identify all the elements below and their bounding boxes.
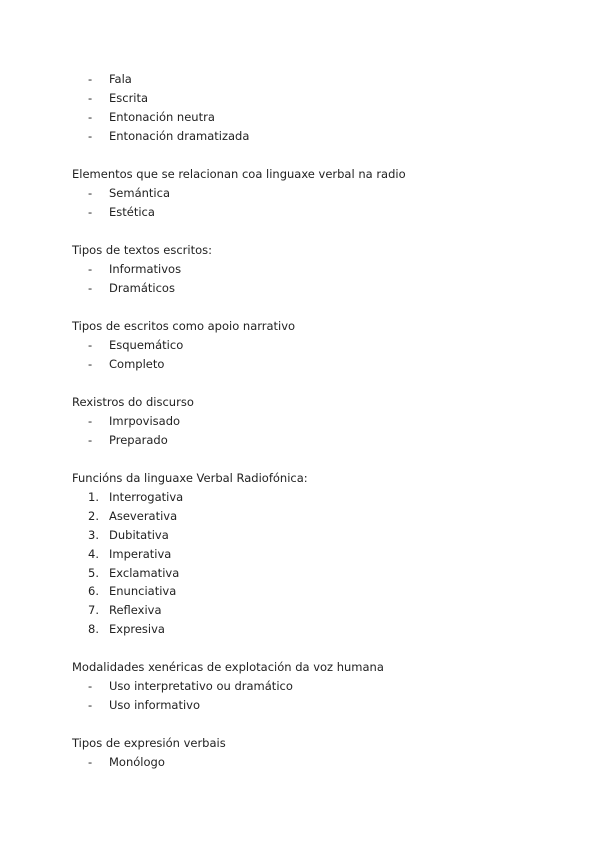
list-item-text: Completo (109, 357, 165, 371)
list-item (0, 526, 600, 545)
list-item-text: Interrogativa (109, 490, 184, 504)
list-item (0, 279, 600, 298)
bullet-marker: - (88, 414, 93, 428)
list-item-text: Informativos (109, 262, 182, 276)
list-item-text: Imperativa (109, 547, 172, 561)
list-item (0, 753, 600, 772)
list-item-text: Semántica (109, 186, 170, 200)
bullet-marker: - (88, 186, 93, 200)
list-item (0, 355, 600, 374)
section-heading: Modalidades xenéricas de explotación da voz humana (72, 660, 384, 674)
list-item-text: Fala (109, 72, 132, 86)
list-item-text: Exclamativa (109, 566, 180, 580)
section-heading: Rexistros do discurso (72, 395, 194, 409)
list-item (0, 184, 600, 203)
bullet-marker: - (88, 129, 93, 143)
list-item (0, 507, 600, 526)
list-item (0, 336, 600, 355)
number-marker: 3. (88, 528, 99, 542)
number-marker: 4. (88, 547, 99, 561)
list-item (0, 677, 600, 696)
bullet-marker: - (88, 698, 93, 712)
bullet-marker: - (88, 110, 93, 124)
bullet-marker: - (88, 755, 93, 769)
bullet-marker: - (88, 205, 93, 219)
section-heading: Tipos de expresión verbais (72, 736, 226, 750)
list-item-text: Esquemático (109, 338, 184, 352)
list-item (0, 620, 600, 639)
list-item-text: Reflexiva (109, 603, 162, 617)
section-heading: Elementos que se relacionan coa linguaxe verbal na radio (72, 167, 406, 181)
list-item-text: Entonación dramatizada (109, 129, 250, 143)
list-item-text: Dramáticos (109, 281, 175, 295)
list-item (0, 260, 600, 279)
bullet-marker: - (88, 91, 93, 105)
list-item-text: Expresiva (109, 622, 165, 636)
list-item-text: Uso interpretativo ou dramático (109, 679, 293, 693)
list-item-text: Estética (109, 205, 155, 219)
bullet-marker: - (88, 338, 93, 352)
list-item-text: Escrita (109, 91, 149, 105)
bullet-marker: - (88, 72, 93, 86)
list-item-text: Imrpovisado (109, 414, 181, 428)
list-item (0, 89, 600, 108)
list-item-text: Preparado (109, 433, 168, 447)
list-item (0, 582, 600, 601)
list-item (0, 127, 600, 146)
number-marker: 7. (88, 603, 99, 617)
section-heading: Tipos de escritos como apoio narrativo (72, 319, 296, 333)
list-item-text: Enunciativa (109, 584, 177, 598)
list-item (0, 412, 600, 431)
list-item (0, 564, 600, 583)
list-item (0, 431, 600, 450)
list-item (0, 488, 600, 507)
list-item (0, 696, 600, 715)
list-item (0, 601, 600, 620)
list-item-text: Monólogo (109, 755, 165, 769)
number-marker: 8. (88, 622, 99, 636)
number-marker: 1. (88, 490, 99, 504)
list-item-text: Aseverativa (109, 509, 178, 523)
list-item-text: Uso informativo (109, 698, 200, 712)
list-item (0, 70, 600, 89)
list-item-text: Dubitativa (109, 528, 169, 542)
bullet-marker: - (88, 281, 93, 295)
number-marker: 2. (88, 509, 99, 523)
number-marker: 6. (88, 584, 99, 598)
section-heading: Funcións da linguaxe Verbal Radiofónica: (72, 471, 308, 485)
list-item (0, 203, 600, 222)
bullet-marker: - (88, 357, 93, 371)
bullet-marker: - (88, 262, 93, 276)
section-heading: Tipos de textos escritos: (72, 243, 212, 257)
list-item (0, 108, 600, 127)
list-item-text: Entonación neutra (109, 110, 215, 124)
bullet-marker: - (88, 433, 93, 447)
list-item (0, 545, 600, 564)
bullet-marker: - (88, 679, 93, 693)
number-marker: 5. (88, 566, 99, 580)
